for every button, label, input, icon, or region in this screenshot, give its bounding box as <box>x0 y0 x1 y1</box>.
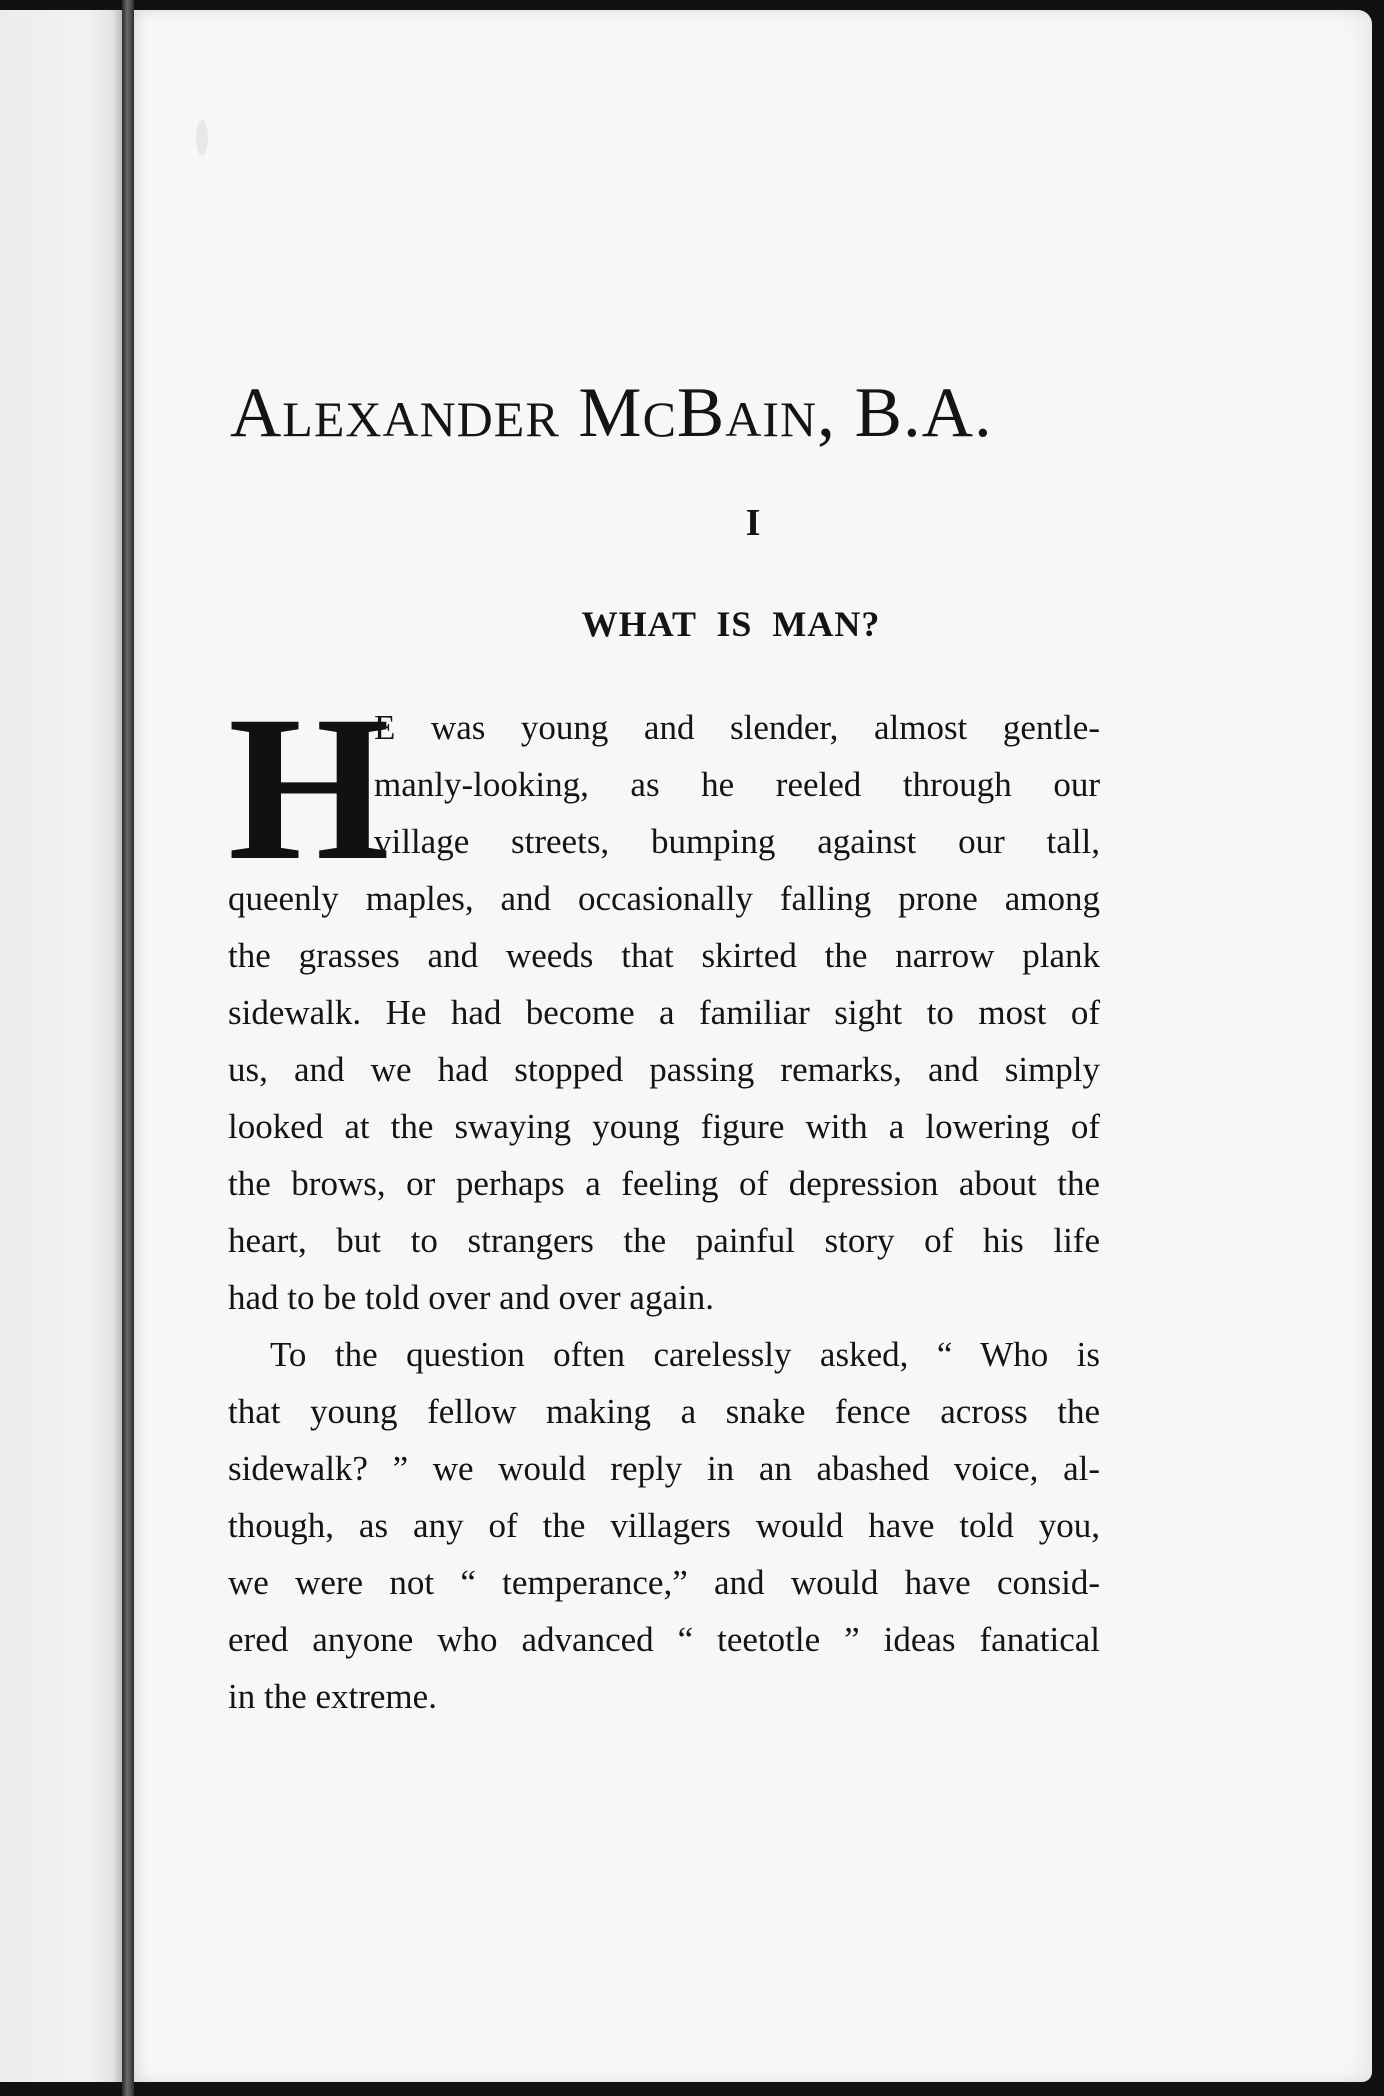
text-line: village streets, bumping against our tall, <box>374 822 1100 861</box>
text-line: sidewalk. He had become a familiar sight to most of <box>228 993 1100 1032</box>
text-line: the grasses and weeds that skirted the narrow plank <box>228 936 1100 975</box>
text-line: heart, but to strangers the painful story of his life <box>228 1221 1100 1260</box>
text-line: that young fellow making a snake fence across the <box>228 1392 1100 1431</box>
text-line: ered anyone who advanced “ teetotle ” ideas fanatical <box>228 1620 1100 1659</box>
body-text <box>228 673 1100 1725</box>
text-line: To the question often carelessly asked, “ Who is <box>270 1335 1100 1374</box>
facing-page-edge <box>0 10 122 2082</box>
text-line: sidewalk? ” we would reply in an abashed voice, al- <box>228 1449 1100 1488</box>
book-page <box>134 10 1372 2082</box>
text-line: in the extreme. <box>228 1677 437 1716</box>
book-gutter <box>122 0 134 2096</box>
text-line: looked at the swaying young figure with a lowering of <box>228 1107 1100 1146</box>
page-smudge <box>196 120 208 156</box>
text-line: we were not “ temperance,” and would have consid- <box>228 1563 1100 1602</box>
text-line: though, as any of the villagers would have told you, <box>228 1506 1100 1545</box>
chapter-title: Alexander McBain, B.A. <box>230 374 993 452</box>
section-title: WHAT IS MAN? <box>581 604 881 644</box>
text-line: us, and we had stopped passing remarks, and simply <box>228 1050 1100 1089</box>
drop-cap: H <box>228 673 390 903</box>
chapter-number: I <box>745 502 761 544</box>
text-line: queenly maples, and occasionally falling prone among <box>228 879 1100 918</box>
text-line: the brows, or perhaps a feeling of depression about the <box>228 1164 1100 1203</box>
text-line: manly-looking, as he reeled through our <box>374 765 1100 804</box>
text-line: E was young and slender, almost gentle- <box>374 708 1100 747</box>
text-line: had to be told over and over again. <box>228 1278 714 1317</box>
